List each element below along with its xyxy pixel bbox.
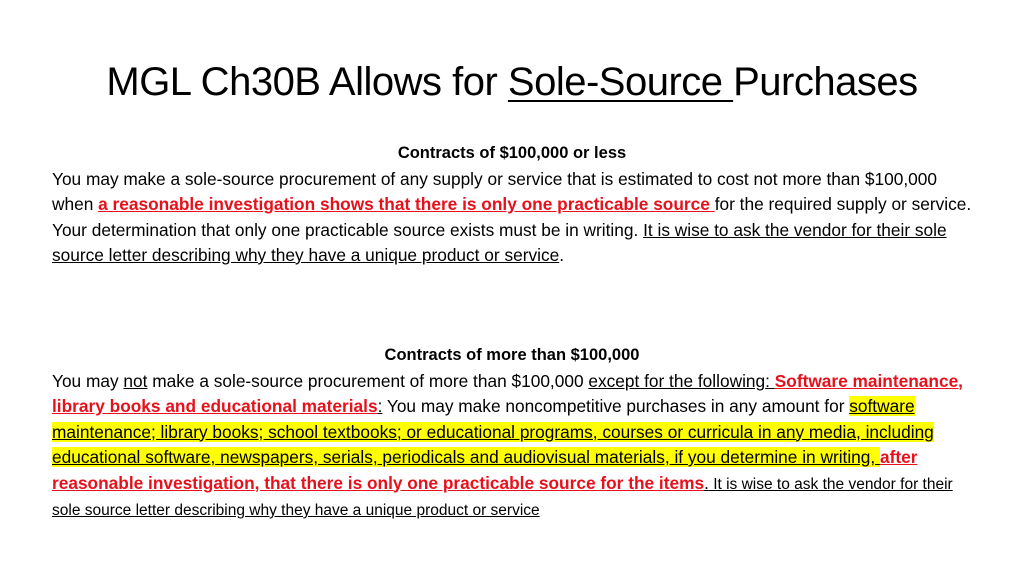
- section2-red-final: after reasonable investigation, that there is only one practicable source for the items: [52, 447, 918, 493]
- section2-text2: make a sole-source procurement of more than $100,000: [147, 370, 589, 391]
- section2-text3: You may make noncompetitive purchases in any amount for: [382, 396, 850, 416]
- section2-red-items: Software maintenance, library books and educational materials: [52, 370, 963, 416]
- section1-heading: Contracts of $100,000 or less: [397, 144, 627, 162]
- title-suffix: Purchases: [733, 60, 918, 104]
- section2-not-word: not: [123, 370, 148, 391]
- section1-red-text: a reasonable investigation shows that there is only one practicable source: [98, 194, 715, 214]
- section2-except-text: except for the following: [588, 370, 766, 391]
- section1-underlined-text: It is wise to ask the vendor for their sole source letter describing why they have a unique product or service: [52, 219, 947, 265]
- section1-text1: You may make a sole-source procurement of any supply or service that is estimated to cost not more than $100,000 when: [52, 168, 938, 214]
- section1-end: .: [559, 245, 565, 265]
- section-over-100k: [52, 343, 972, 524]
- title-underlined: Sole-Source: [507, 60, 734, 104]
- section2-period: .: [704, 472, 709, 493]
- title-prefix: MGL Ch30B Allows for: [106, 60, 508, 104]
- section1-text2: for the required supply or service. Your determination that only one practicable source exists must be in writing.: [52, 194, 972, 240]
- section-under-100k: [52, 141, 972, 269]
- section2-body: [52, 369, 972, 524]
- section2-colon1: :: [765, 370, 775, 391]
- slide-title: [0, 58, 1024, 106]
- section2-colon2: :: [377, 396, 383, 416]
- section2-highlighted: software maintenance; library books; school textbooks; or educational programs, courses or curricula in any media, including educational software, newspapers, serials, periodicals and audiovisual materials, if you determine in writing,: [52, 396, 934, 467]
- section2-heading: Contracts of more than $100,000: [384, 346, 640, 364]
- section2-text1: You may: [52, 370, 124, 391]
- section2-small-note: It is wise to ask the vendor for their sole source letter describing why they have a unique product or service: [52, 475, 953, 519]
- section1-body: [52, 167, 972, 269]
